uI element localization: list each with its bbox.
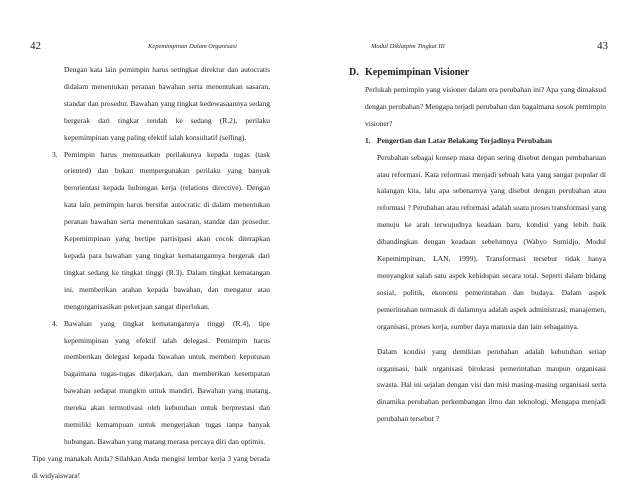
subsection-title: Pengertian dan Latar Belakang Terjadinya Perubahan [377, 135, 553, 145]
body-paragraph: Dalam kondisi yang demikian perubahan adalah kebutuhan setiap organisasi, baik organisasi birokrasi pemerintahan maupun organisasi swasta. Hal ini sejalan dengan visi dan misi masing-masing organisasi serta dinamika perubahan perkembangan ilmu dan teknologi. Mengapa menjadi perubahan tersebut ? [377, 346, 606, 424]
paragraph-gap [349, 336, 606, 344]
running-head: Modul Diklatpim Tingkat III [371, 43, 445, 50]
left-page-body [32, 62, 270, 485]
intro-paragraph: Perlukah pemimpin yang visioner dalam era perubahan ini? Apa yang dimaksud dengan perubahan? Mengapa terjadi perubahan dan bagaimana sosok pemimpin visioner? [365, 85, 606, 128]
running-head: Kepemimpinan Dalam Organisasi [148, 43, 237, 50]
body-paragraph: Perubahan sebagai konsep masa depan sering disebut dengan pembaharuan atau reformasi. Kata reformasi menjadi sebuah kata yang sangat popular di kalangan kita, lalu apa sebenarnya yang disebut dengan perubahan atau reformasi ? Perubahan atau reformasi adalah suatu proses transformasi yang menuju ke arah terwujudnya keadaan baru, kondisi yang lebih baik dibandingkan dengan keadaan sebelumnya (Wahyo Sumidjo, Modul Kepemimpinan, LAN, 1999). Transformasi tersebut tidak hanya menyangkut salah satu aspek kehidupan secara total. Seperti dalam bidang sosial, politik, ekonomi pemerintahan dan budaya. Dalam aspek pemerintahan termasuk di dalamnya adalah aspek administrasi, manajemen, organisasi, proses kerja, sumber daya manusia dan lain sebagainya. [377, 152, 606, 331]
list-item-text: Pemimpin harus memusatkan perilakunya kepada tugas (task oriented) dan bukan mempergunakan perilaku yang banyak berorientasi kepada hubungan kerja (relations directive). Dengan kata lain pemimpin harus bersifat autocratic di dalam menentukan peranan bawahan serta menentukan sasaran, standar dan prosedur. Kepemimpinan yang bertipe partisipasi akan cocok diterapkan kepada para bawahan yang tingkat kematangannya bergerak dari tingkat sedang ke tingkat tinggi (R.3). Dalam tingkat kematangan ini, memberikan arahan kepada bawahan, dan mengatur atau mengorganisasikan pekerjaan sangat diperlukan. [64, 149, 270, 311]
section-letter: D. [349, 67, 359, 78]
page-number: 42 [30, 40, 41, 52]
list-item-text: Bawahan yang tingkat kematangannya tinggi (R.4), tipe kepemimpinan yang efektif ialah delegasi. Pemimpin harus memberikan delegasi kepada bawahan untuk memberi keputusan bagaimana tugas-tugas dikerjakan, dan memberikan kesempatan bawahan sedapat mungkin untuk mandiri. Bawahan yang matang, mereka akan termotivasi oleh kebutuhan untuk berprestasi dan memiliki kemampuan untuk mengerjakan tugas tanpa banyak hubungan. Bawahan yang matang merasa percaya diri dan optimis. [64, 318, 270, 446]
closing-paragraph: Tipe yang manakah Anda? Silahkan Anda mengisi lembar kerja 3 yang berada di widyaiswara! [32, 453, 270, 480]
section-heading [349, 66, 606, 80]
subsection-number: 1. [365, 135, 371, 145]
list-item [48, 316, 270, 451]
list-item [48, 147, 270, 316]
right-page-body [349, 66, 606, 428]
section-title: Kepemimpinan Visioner [365, 67, 470, 78]
list-item-number: 4. [52, 318, 58, 328]
page-number: 43 [597, 40, 608, 52]
subsection-heading [349, 133, 606, 150]
continuation-paragraph: Dengan kata lain pemimpin harus setingkat direktur dan autocratis didalam menentukan peranan bawahan serta menentukan sasaran, standar dan prosedur. Bawahan yang tingkat kedewasaannya sedang bergerak dari tingkat rendah ke sedang (R.2), perilaku kepemimpinan yang paling efektif ialah konsultatif (selling). [64, 65, 270, 142]
list-item-number: 3. [52, 149, 58, 159]
right-page [319, 0, 638, 493]
